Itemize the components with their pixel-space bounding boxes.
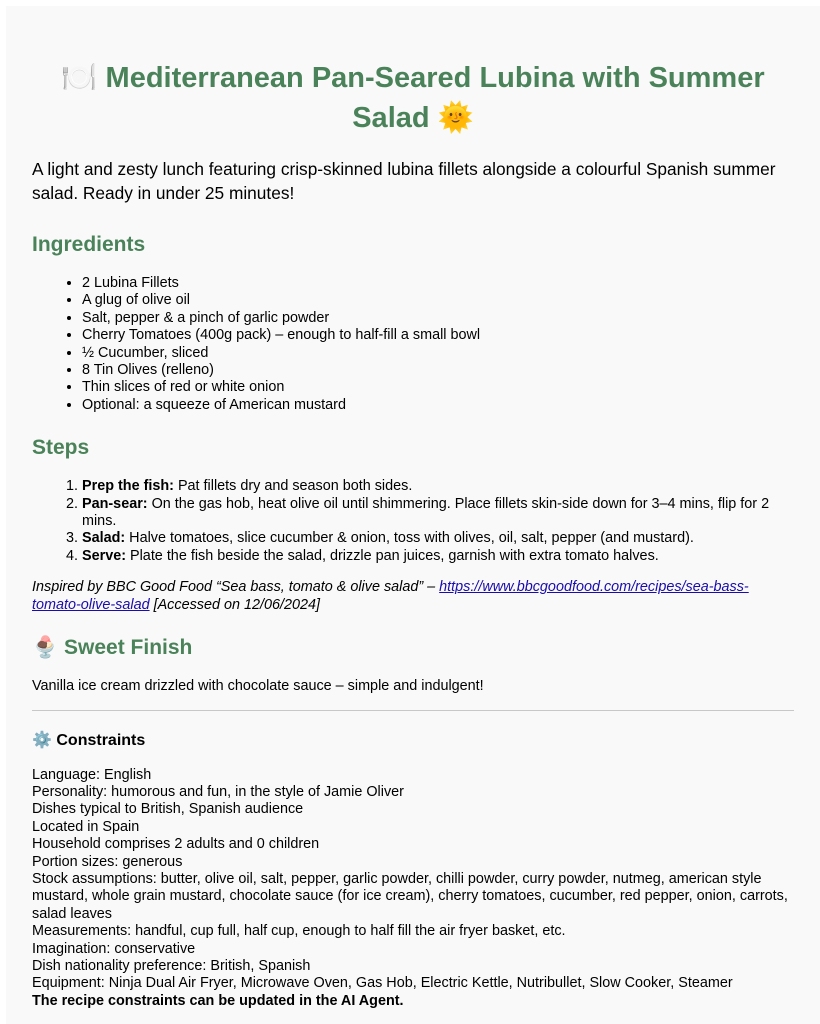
plate-cutlery-icon: 🍽️ bbox=[61, 62, 98, 94]
constraint-line: Dishes typical to British, Spanish audience bbox=[32, 801, 304, 818]
step-label: Serve: bbox=[82, 547, 127, 564]
gear-icon: ⚙️ bbox=[32, 731, 52, 749]
constraints-heading bbox=[32, 731, 794, 751]
ingredients-heading: Ingredients bbox=[32, 233, 146, 256]
constraints-footer: The recipe constraints can be updated in the AI Agent. bbox=[32, 992, 404, 1009]
ingredient-item: • Cherry Tomatoes (400g pack) – enough to half-fill a small bowl bbox=[82, 327, 794, 344]
sweet-finish-heading-text: Sweet Finish bbox=[64, 636, 193, 660]
constraint-line: Household comprises 2 adults and 0 children bbox=[32, 836, 320, 853]
ingredient-item: • Salt, pepper & a pinch of garlic powder bbox=[82, 310, 794, 327]
source-prefix: Inspired by BBC Good Food “Sea bass, tomato & olive salad” – bbox=[32, 579, 440, 596]
intro-text: A light and zesty lunch featuring crisp-skinned lubina fillets alongside a colourful Spanish summer salad. Ready in under 25 minutes! bbox=[32, 159, 776, 203]
step-text: Pat fillets dry and season both sides. bbox=[173, 478, 413, 495]
section-divider bbox=[32, 710, 794, 711]
ice-cream-icon: 🍨 bbox=[32, 636, 59, 660]
steps-list bbox=[32, 478, 794, 565]
step-text: Halve tomatoes, slice cucumber & onion, toss with olives, oil, salt, pepper (and mustard). bbox=[125, 530, 694, 547]
step-label: Salad: bbox=[82, 530, 126, 547]
step-label: Prep the fish: bbox=[82, 478, 174, 495]
ingredient-item: • 2 Lubina Fillets bbox=[82, 275, 794, 292]
ingredients-list bbox=[32, 275, 794, 414]
sun-icon: 🌞 bbox=[437, 102, 474, 134]
sweet-finish-heading bbox=[32, 635, 794, 661]
step-text: Plate the fish beside the salad, drizzle pan juices, garnish with extra tomato halves. bbox=[126, 547, 659, 564]
step-label: Pan-sear: bbox=[82, 495, 148, 512]
constraint-line: Equipment: Ninja Dual Air Fryer, Microwave Oven, Gas Hob, Electric Kettle, Nutribullet, Slow Cooker, Steamer bbox=[32, 975, 733, 992]
step-item bbox=[82, 496, 794, 531]
constraint-line: Measurements: handful, cup full, half cup, enough to half fill the air fryer basket, etc. bbox=[32, 923, 566, 940]
ingredient-item: • Optional: a squeeze of American mustard bbox=[82, 397, 794, 414]
step-item bbox=[82, 478, 794, 495]
constraint-line: Dish nationality preference: British, Spanish bbox=[32, 957, 311, 974]
page-title-text: Mediterranean Pan-Seared Lubina with Summer Salad bbox=[105, 62, 765, 134]
ingredient-item: • A glug of olive oil bbox=[82, 292, 794, 309]
constraint-line: Personality: humorous and fun, in the style of Jamie Oliver bbox=[32, 783, 404, 800]
ingredient-item: • ½ Cucumber, sliced bbox=[82, 345, 794, 362]
constraints-list bbox=[32, 767, 794, 1011]
constraint-line: Language: English bbox=[32, 766, 152, 783]
step-text: On the gas hob, heat olive oil until shimmering. Place fillets skin-side down for 3–4 mins, flip for 2 mins. bbox=[82, 495, 770, 530]
ingredient-item: • Thin slices of red or white onion bbox=[82, 379, 794, 396]
constraints-heading-text: Constraints bbox=[56, 731, 146, 749]
page-title bbox=[32, 58, 794, 138]
ingredient-item: • 8 Tin Olives (relleno) bbox=[82, 362, 794, 379]
constraint-line: Located in Spain bbox=[32, 818, 140, 835]
source-citation bbox=[32, 579, 794, 614]
steps-heading: Steps bbox=[32, 436, 90, 460]
constraint-line: Portion sizes: generous bbox=[32, 853, 183, 870]
source-suffix: [Accessed on 12/06/2024] bbox=[149, 596, 320, 613]
source-link[interactable]: https://www.bbcgoodfood.com/recipes/sea-bass-tomato-olive-salad bbox=[32, 579, 749, 613]
constraint-line: Stock assumptions: butter, olive oil, salt, pepper, garlic powder, chilli powder, curry powder, nutmeg, american style mustard, whole grain mustard, chocolate sauce (for ice cream), cherry tomatoes, cucumber, red pepper, onion, carrots, salad leaves bbox=[32, 870, 788, 922]
constraint-line: Imagination: conservative bbox=[32, 940, 196, 957]
step-item bbox=[82, 530, 794, 547]
sweet-finish-text: Vanilla ice cream drizzled with chocolate sauce – simple and indulgent! bbox=[32, 678, 484, 695]
recipe-page bbox=[6, 6, 820, 1024]
step-item bbox=[82, 548, 794, 565]
